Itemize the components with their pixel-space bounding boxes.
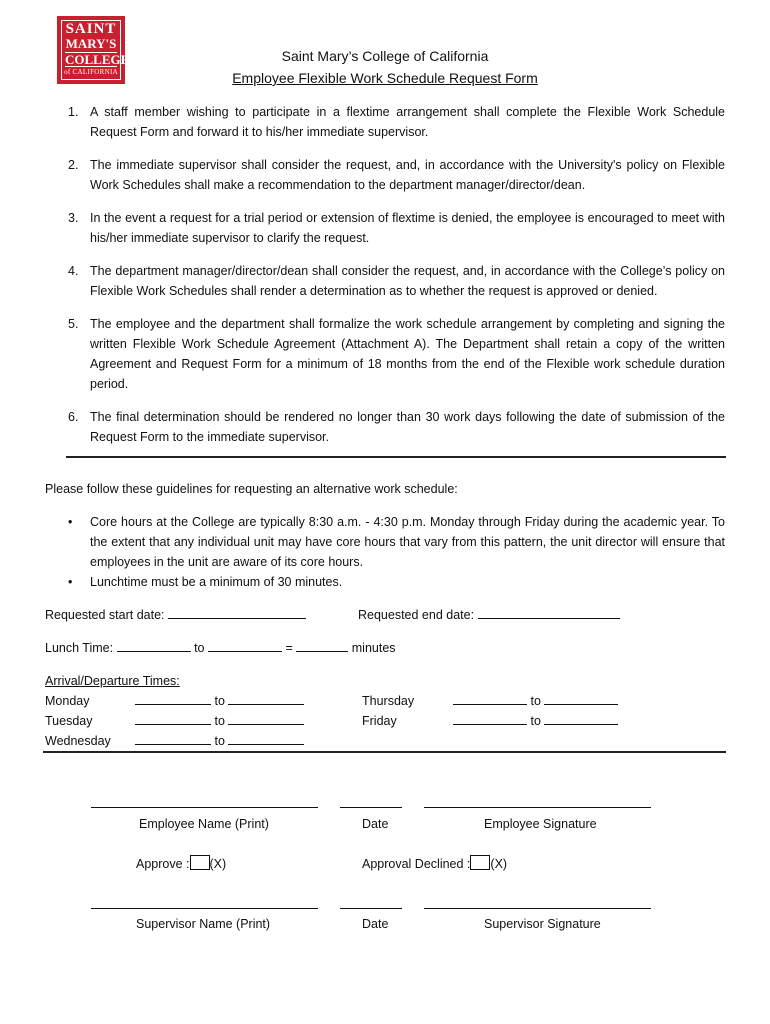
- tuesday-to: to: [214, 714, 225, 728]
- monday-times: [135, 691, 304, 711]
- end-date-row: [358, 605, 620, 625]
- employee-name-line[interactable]: [91, 807, 318, 808]
- lunch-row: [45, 638, 396, 658]
- monday-arrival-field[interactable]: [135, 691, 211, 705]
- employee-date-line[interactable]: [340, 807, 402, 808]
- start-date-label: Requested start date:: [45, 608, 165, 622]
- section-divider: [66, 456, 726, 458]
- logo-line-1: SAINT: [65, 21, 117, 37]
- start-date-row: [45, 605, 306, 625]
- declined-row: [362, 854, 507, 874]
- supervisor-signature-label: Supervisor Signature: [484, 917, 601, 931]
- lunch-start-field[interactable]: [117, 638, 191, 652]
- employee-signature-line[interactable]: [424, 807, 651, 808]
- approve-checkbox[interactable]: [190, 855, 210, 870]
- day-label-thursday: Thursday: [362, 694, 415, 708]
- monday-departure-field[interactable]: [228, 691, 304, 705]
- step-item: [68, 314, 725, 394]
- step-number: 2.: [68, 158, 79, 172]
- step-number: 3.: [68, 211, 79, 225]
- bullet-dot: •: [68, 575, 73, 589]
- lunch-equals: =: [285, 641, 293, 655]
- step-item: [68, 407, 725, 447]
- declined-checkbox[interactable]: [470, 855, 490, 870]
- step-item: [68, 102, 725, 142]
- declined-x: (X): [490, 857, 508, 871]
- supervisor-date-line[interactable]: [340, 908, 402, 909]
- step-item: [68, 155, 725, 195]
- friday-arrival-field[interactable]: [453, 711, 527, 725]
- step-text: The department manager/director/dean shall consider the request, and, in accordance with the College’s policy on Flexible Work Schedules shall render a determination as to whether the request is approved or denied.: [90, 264, 725, 298]
- thursday-times: [453, 691, 618, 711]
- employee-name-label: Employee Name (Print): [139, 817, 269, 831]
- step-number: 5.: [68, 317, 79, 331]
- end-date-field[interactable]: [478, 605, 620, 619]
- supervisor-name-label: Supervisor Name (Print): [136, 917, 271, 931]
- step-item: [68, 208, 725, 248]
- thursday-departure-field[interactable]: [544, 691, 618, 705]
- step-text: A staff member wishing to participate in a flextime arrangement shall complete the Flexible Work Schedule Request Form and forward it to his/her immediate supervisor.: [90, 105, 725, 139]
- thursday-to: to: [530, 694, 541, 708]
- supervisor-date-label: Date: [362, 917, 389, 931]
- lunch-label: Lunch Time:: [45, 641, 114, 655]
- step-number: 1.: [68, 105, 79, 119]
- step-text: The final determination should be rendered no longer than 30 work days following the date of submission of the Request Form to the immediate supervisor.: [90, 410, 725, 444]
- guideline-bullet: [68, 572, 725, 592]
- lunch-to: to: [194, 641, 205, 655]
- step-text: In the event a request for a trial period or extension of flextime is denied, the employee is encouraged to meet with his/her immediate supervisor to clarify the request.: [90, 211, 725, 245]
- supervisor-name-line[interactable]: [91, 908, 318, 909]
- step-text: The employee and the department shall formalize the work schedule arrangement by completing and signing the written Flexible Work Schedule Agreement (Attachment A). The Department shall retain a copy of the written Agreement and Request Form for a minimum of 18 months from the end of the Flexible work schedule duration period.: [90, 317, 725, 391]
- friday-to: to: [530, 714, 541, 728]
- day-label-wednesday: Wednesday: [45, 734, 111, 748]
- approve-row: [136, 854, 226, 874]
- step-number: 6.: [68, 410, 79, 424]
- guidelines-intro: Please follow these guidelines for requesting an alternative work schedule:: [45, 482, 458, 496]
- tuesday-times: [135, 711, 304, 731]
- step-number: 4.: [68, 264, 79, 278]
- lunch-minutes: minutes: [351, 641, 396, 655]
- employee-signature-label: Employee Signature: [484, 817, 597, 831]
- logo-line-3: COLLEGE: [65, 52, 130, 67]
- day-label-friday: Friday: [362, 714, 397, 728]
- start-date-field[interactable]: [168, 605, 306, 619]
- logo-line-2: MARY'S: [65, 36, 117, 51]
- monday-to: to: [214, 694, 225, 708]
- declined-label: Approval Declined :: [362, 857, 471, 871]
- page-title: Saint Mary’s College of California: [281, 48, 489, 64]
- guideline-bullet: [68, 512, 725, 572]
- supervisor-signature-line[interactable]: [424, 908, 651, 909]
- logo-line-4: of CALIFORNIA: [64, 68, 118, 76]
- end-date-label: Requested end date:: [358, 608, 475, 622]
- tuesday-departure-field[interactable]: [228, 711, 304, 725]
- section-divider: [43, 751, 726, 753]
- friday-times: [453, 711, 618, 731]
- thursday-arrival-field[interactable]: [453, 691, 527, 705]
- wednesday-to: to: [214, 734, 225, 748]
- step-text: The immediate supervisor shall consider the request, and, in accordance with the University's policy on Flexible Work Schedules shall make a recommendation to the department manager/director/dean.: [90, 158, 725, 192]
- bullet-text: Core hours at the College are typically 8:30 a.m. - 4:30 p.m. Monday through Friday during the academic year. To the extent that any individual unit may have core hours that vary from this pattern, the unit director will ensure that employees in the unit are aware of its core hours.: [90, 515, 725, 569]
- lunch-end-field[interactable]: [208, 638, 282, 652]
- lunch-minutes-field[interactable]: [296, 638, 348, 652]
- tuesday-arrival-field[interactable]: [135, 711, 211, 725]
- day-label-tuesday: Tuesday: [45, 714, 93, 728]
- approve-label: Approve :: [136, 857, 190, 871]
- wednesday-arrival-field[interactable]: [135, 731, 211, 745]
- wednesday-departure-field[interactable]: [228, 731, 304, 745]
- step-item: [68, 261, 725, 301]
- bullet-text: Lunchtime must be a minimum of 30 minutes.: [90, 575, 343, 589]
- arrival-heading: Arrival/Departure Times:: [45, 674, 180, 688]
- friday-departure-field[interactable]: [544, 711, 618, 725]
- wednesday-times: [135, 731, 304, 751]
- employee-date-label: Date: [362, 817, 389, 831]
- day-label-monday: Monday: [45, 694, 90, 708]
- bullet-dot: •: [68, 515, 73, 529]
- form-subtitle: Employee Flexible Work Schedule Request Form: [232, 70, 538, 86]
- approve-x: (X): [209, 857, 227, 871]
